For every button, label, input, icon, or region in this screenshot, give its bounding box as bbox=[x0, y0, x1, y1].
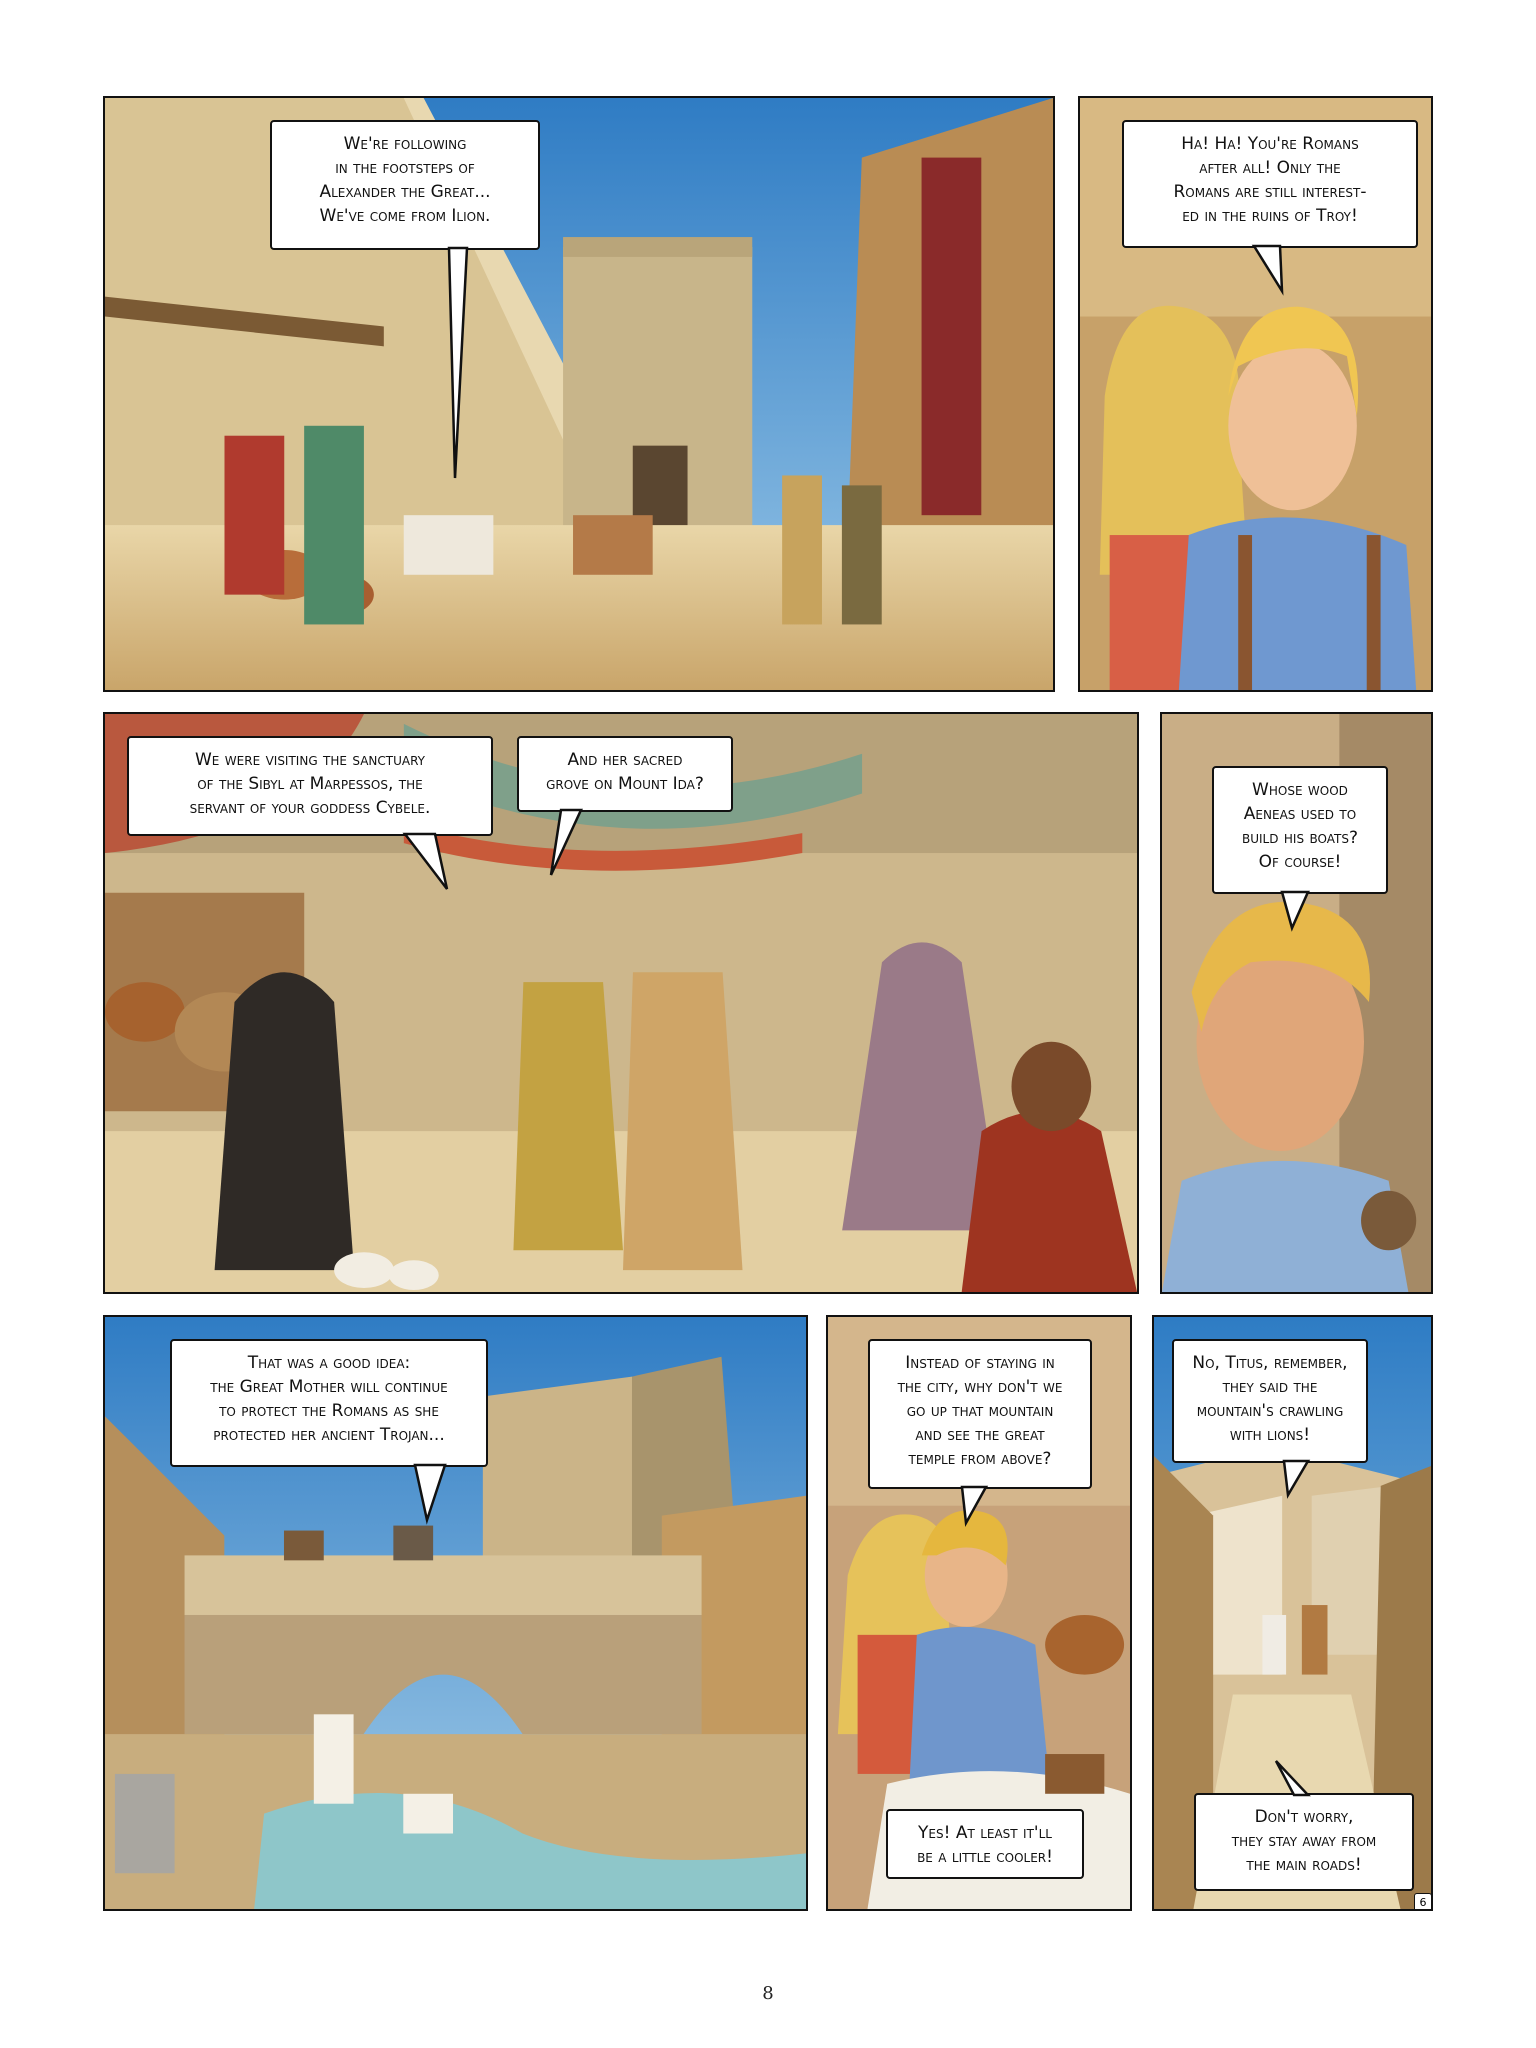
speech-balloon: We were visiting the sanctuary of the Sibyl at Marpessos, the servant of your goddess Cybele. bbox=[127, 736, 493, 836]
balloon-tail bbox=[1274, 1757, 1314, 1797]
panel-6 bbox=[826, 1315, 1132, 1911]
page-number: 8 bbox=[762, 1983, 774, 2004]
speech-balloon: Instead of staying in the city, why don't we go up that mountain and see the great temple from above? bbox=[868, 1339, 1092, 1489]
panel-5 bbox=[103, 1315, 808, 1911]
panel-4 bbox=[1160, 712, 1433, 1294]
panel-2 bbox=[1078, 96, 1433, 692]
balloon-tail bbox=[1250, 246, 1290, 296]
panel-mark: 6 bbox=[1414, 1893, 1432, 1911]
balloon-tail bbox=[445, 248, 475, 488]
speech-balloon: We're following in the footsteps of Alexander the Great... We've come from Ilion. bbox=[270, 120, 540, 250]
balloon-tail bbox=[395, 834, 455, 894]
panel-1-artwork bbox=[105, 98, 1053, 690]
speech-balloon: That was a good idea: the Great Mother will continue to protect the Romans as she protected her ancient Trojan... bbox=[170, 1339, 488, 1467]
balloon-tail bbox=[415, 1465, 455, 1525]
speech-balloon: No, Titus, remember, they said the mountain's crawling with lions! bbox=[1172, 1339, 1368, 1463]
balloon-tail bbox=[1282, 892, 1322, 932]
panel-3 bbox=[103, 712, 1139, 1294]
balloon-tail bbox=[958, 1487, 998, 1527]
speech-balloon: And her sacred grove on Mount Ida? bbox=[517, 736, 733, 812]
speech-balloon: Whose wood Aeneas used to build his boats? Of course! bbox=[1212, 766, 1388, 894]
speech-balloon: Don't worry, they stay away from the main roads! bbox=[1194, 1793, 1414, 1891]
panel-1 bbox=[103, 96, 1055, 692]
speech-balloon: Yes! At least it'll be a little cooler! bbox=[886, 1809, 1084, 1879]
balloon-tail bbox=[545, 810, 585, 880]
balloon-tail bbox=[1284, 1461, 1324, 1501]
speech-balloon: Ha! Ha! You're Romans after all! Only the Romans are still interest- ed in the ruins of Troy! bbox=[1122, 120, 1418, 248]
panel-7 bbox=[1152, 1315, 1433, 1911]
